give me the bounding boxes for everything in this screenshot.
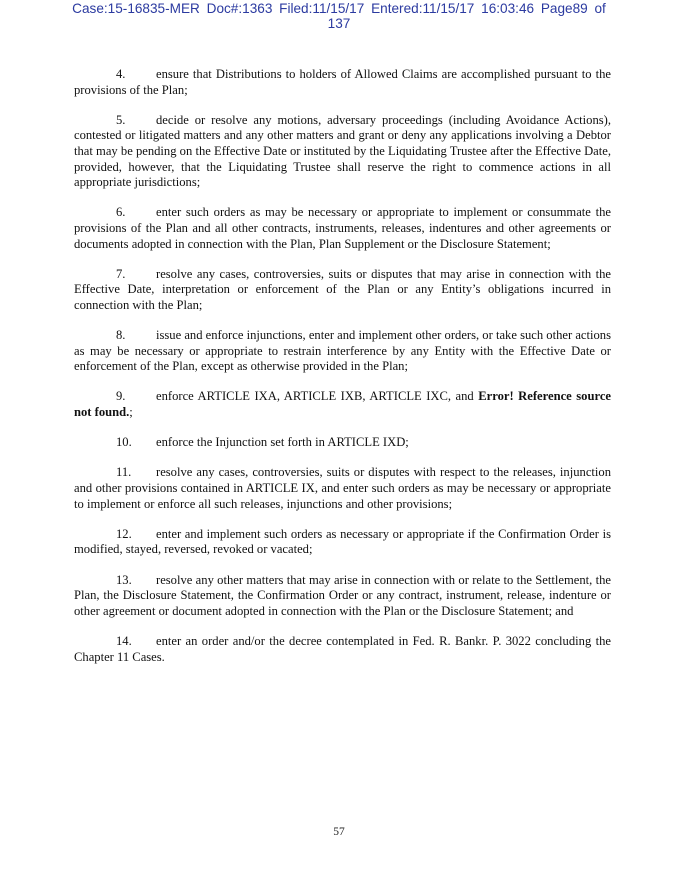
paragraph-text: issue and enforce injunctions, enter and implement other orders, or take such other actions as may be necessary or appropriate to restrain interference by any Entity with the Effective Date or enforcement of the Plan, except as otherwise provided in the Plan; — [74, 328, 611, 374]
paragraph-6 — [74, 205, 611, 252]
paragraph-8 — [74, 328, 611, 375]
header-line-2: 137 — [327, 15, 351, 31]
paragraph-number: 8. — [116, 328, 126, 343]
paragraph-13 — [74, 573, 611, 620]
paragraph-number: 5. — [116, 112, 126, 127]
paragraph-11 — [74, 465, 611, 512]
paragraph-text: enter an order and/or the decree contemplated in Fed. R. Bankr. P. 3022 concluding the Chapter 11 Cases. — [74, 633, 611, 664]
paragraph-5 — [74, 113, 611, 191]
paragraph-14 — [74, 634, 611, 665]
paragraph-number: 6. — [116, 205, 126, 220]
paragraph-4 — [74, 67, 611, 98]
paragraph-number: 14. — [116, 633, 132, 648]
paragraph-number: 11. — [116, 465, 132, 480]
paragraph-text: enforce ARTICLE IXA, ARTICLE IXB, ARTICLE IXC, and — [156, 389, 479, 404]
paragraph-text: ensure that Distributions to holders of Allowed Claims are accomplished pursuant to the provisions of the Plan; — [74, 67, 611, 97]
paragraph-number: 12. — [116, 526, 132, 541]
paragraph-number: 7. — [116, 266, 126, 281]
document-body — [74, 67, 611, 680]
paragraph-text: resolve any other matters that may arise in connection with or relate to the Settlement, the Plan, the Disclosure Statement, the Confirmation Order or any contract, instrument, release, indenture or other agreement or document adopted in connection with the Plan or the Disclosure Statement; and — [74, 572, 611, 618]
paragraph-number: 4. — [116, 67, 126, 81]
paragraph-text: enforce the Injunction set forth in ARTICLE IXD; — [156, 435, 409, 450]
court-filing-header — [40, 2, 638, 31]
paragraph-text: enter and implement such orders as necessary or appropriate if the Confirmation Order is modified, stayed, reversed, revoked or vacated; — [74, 526, 611, 557]
paragraph-7 — [74, 267, 611, 314]
paragraph-text: enter such orders as may be necessary or appropriate to implement or consummate the provisions of the Plan and all other contracts, instruments, releases, indentures and other agreements or documents adopted in connection with the Plan, Plan Supplement or the Disclosure Statement; — [74, 205, 611, 251]
paragraph-number: 13. — [116, 572, 132, 587]
header-line-1: Case:15-16835-MER Doc#:1363 Filed:11/15/17 Entered:11/15/17 16:03:46 Page89 of — [72, 1, 606, 16]
paragraph-text: decide or resolve any motions, adversary proceedings (including Avoidance Actions), contested or litigated matters and any other matters and grant or deny any applications involving a Debtor that may be pending on the Effective Date or instituted by the Liquidating Trustee after the Effective Date, provided, however, that the Liquidating Trustee shall reserve the right to commence actions in all appropriate jurisdictions; — [74, 112, 611, 190]
paragraph-text: resolve any cases, controversies, suits or disputes that may arise in connection with the Effective Date, interpretation or enforcement of the Plan or any Entity’s obligations incurred in connection with the Plan; — [74, 266, 611, 312]
paragraph-number: 9. — [116, 389, 126, 404]
paragraph-text: resolve any cases, controversies, suits or disputes with respect to the releases, injunction and other provisions contained in ARTICLE IX, and enter such orders as may be necessary or appropriate to implement or enforce all such releases, injunctions and other provisions; — [74, 465, 611, 511]
paragraph-text-tail: ; — [129, 405, 133, 420]
paragraph-10 — [74, 435, 611, 451]
paragraph-number: 10. — [116, 435, 132, 450]
broken-reference-error: Error! Reference source not found. — [74, 389, 611, 420]
paragraph-9 — [74, 389, 611, 420]
paragraph-12 — [74, 527, 611, 558]
page-number: 57 — [333, 826, 345, 838]
